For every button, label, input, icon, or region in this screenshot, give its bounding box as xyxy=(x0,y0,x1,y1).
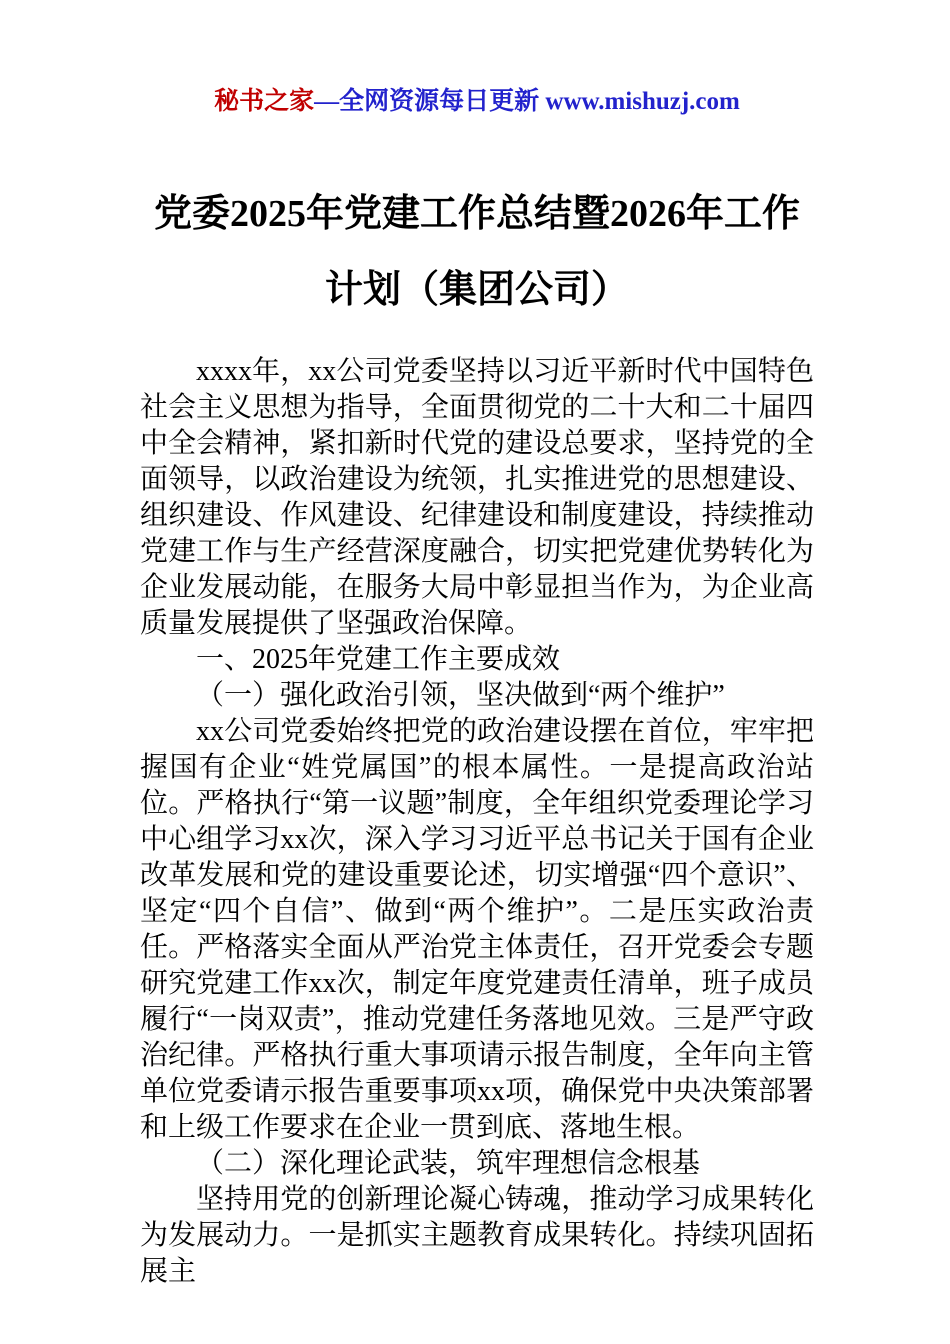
subsection-heading-1: （一）强化政治引领，坚决做到“两个维护” xyxy=(196,680,725,711)
body-paragraph-political: xx公司党委始终把党的政治建设摆在首位，牢牢把握国有企业“姓党属国”的根本属性。一是提高政治站位。严格执行“第一议题”制度，全年组织党委理论学习中心组学习xx次，深入学习习近平总书记关于国有企业改革发展和党的建设重要论述，切实增强“四个意识”、坚定“四个自信”、做到“两个维护”。二是压实政治责任。严格落实全面从严治党主体责任，召开党委会专题研究党建工作xx次，制定年度党建责任清单，班子成员履行“一岗双责”，推动党建任务落地见效。三是严守政治纪律。严格执行重大事项请示报告制度，全年向主管单位党委请示报告重要事项xx项，确保党中央决策部署和上级工作要求在企业一贯到底、落地生根。 xyxy=(140,716,814,1143)
subsection-heading-2: （二）深化理论武装，筑牢理想信念根基 xyxy=(196,1148,701,1179)
site-url-link[interactable]: www.mishuzj.com xyxy=(545,88,740,115)
site-brand: 秘书之家 xyxy=(214,88,315,115)
document-body xyxy=(140,354,814,1290)
site-tagline: —全网资源每日更新 xyxy=(314,88,546,115)
body-paragraph-intro: xxxx年，xx公司党委坚持以习近平新时代中国特色社会主义思想为指导，全面贯彻党的二十大和二十届四中全会精神，紧扣新时代党的建设总要求，坚持党的全面领导，以政治建设为统领，扎实推进党的思想建设、组织建设、作风建设、纪律建设和制度建设，持续推动党建工作与生产经营深度融合，切实把党建优势转化为企业发展动能，在服务大局中彰显担当作为，为企业高质量发展提供了坚强政治保障。 xyxy=(140,356,814,639)
document-title: 党委2025年党建工作总结暨2026年工作计划（集团公司） xyxy=(153,193,800,311)
section-heading-1: 一、2025年党建工作主要成效 xyxy=(196,644,561,675)
site-header xyxy=(140,86,814,118)
body-paragraph-theory: 坚持用党的创新理论凝心铸魂，推动学习成果转化为发展动力。一是抓实主题教育成果转化。持续巩固拓展主 xyxy=(140,1184,814,1287)
